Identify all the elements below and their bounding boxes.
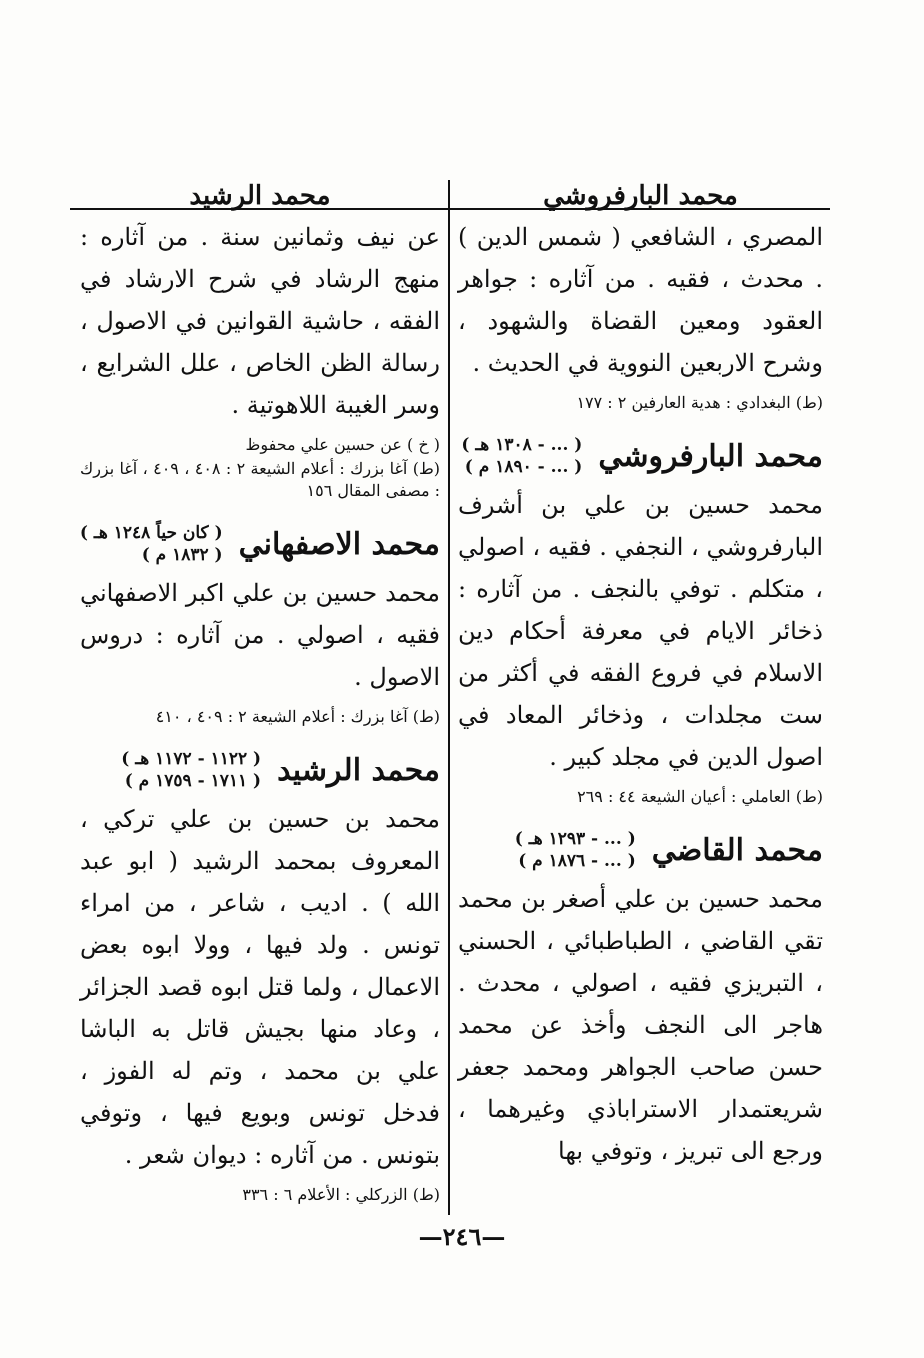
entry-name: محمد البارفروشي	[598, 438, 823, 474]
date-gregorian: ( ... - ١٨٧٦ م )	[518, 851, 636, 871]
entry-reference: (ط) آغا بزرك : أعلام الشيعة ٢ : ٤٠٩ ، ٤١٠	[155, 707, 440, 726]
continuation-reference-left: ( خ ) عن حسين علي محفوظ	[245, 435, 440, 454]
entry-reference: (ط) الزركلي : الأعلام ٦ : ٣٣٦	[242, 1185, 440, 1204]
entry-heading	[458, 828, 823, 872]
column-divider	[448, 180, 450, 1215]
entry-name: محمد الرشيد	[277, 752, 440, 788]
continuation-reference-left: (ط) آغا بزرك : أعلام الشيعة ٢ : ٤٠٨ ، ٤٠٩ ، آغا بزرك : مصفى المقال ١٥٦	[80, 459, 441, 500]
entry-body: محمد بن حسين بن علي تركي ، المعروف بمحمد الرشيد ( ابو عبد الله ) . اديب ، شاعر ، من امراء تونس . ولد فيها ، وولا ابوه بعض الاعمال ، ولما قتل ابوه قصد الجزائر ، وعاد منها بجيش قاتل به الباشا علي بن محمد ، وتم له الفوز ، فدخل تونس وبويع فيها ، وتوفي بتونس . من آثاره : ديوان شعر .	[80, 805, 440, 1169]
entry-heading	[80, 522, 440, 566]
entry-name: محمد الاصفهاني	[238, 526, 440, 562]
entry-heading	[458, 434, 823, 478]
date-hijri: ( ... - ١٣٠٨ هـ )	[461, 435, 583, 455]
continuation-text-left: عن نيف وثمانين سنة . من آثاره : منهج الرشاد في شرح الارشاد في الفقه ، حاشية القوانين في الاصول ، رسالة الظن الخاص ، علل الشرايع ، وسر الغيبة اللاهوتية .	[80, 223, 440, 419]
page-number: —٢٤٦—	[418, 1222, 506, 1251]
entry-name: محمد القاضي	[651, 832, 823, 868]
date-gregorian: ( ... - ١٨٩٠ م )	[464, 457, 583, 477]
date-hijri: ( ١١٢٢ - ١١٧٢ هـ )	[121, 749, 262, 769]
continuation-reference-right: (ط) البغدادي : هدية العارفين ٢ : ١٧٧	[576, 393, 823, 412]
right-column	[458, 178, 823, 1172]
date-gregorian: ( ١٧١١ - ١٧٥٩ م )	[124, 771, 262, 791]
date-hijri: ( كان حياً ١٢٤٨ هـ )	[79, 523, 223, 543]
running-head-right: محمد البارفروشي	[543, 181, 738, 211]
date-hijri: ( ... - ١٢٩٣ هـ )	[514, 829, 636, 849]
entry-body: محمد حسين بن علي بن أشرف البارفروشي ، النجفي . فقيه ، اصولي ، متكلم . توفي بالنجف . من آثاره : ذخائر الايام في معرفة أحكام دين الاسلام في فروع الفقه في أكثر من ست مجلدات ، وذخائر المعاد في اصول الدين في مجلد كبير .	[458, 491, 823, 771]
left-column	[80, 178, 440, 1206]
entry-dates	[121, 748, 261, 792]
entry-body: محمد حسين بن علي اكبر الاصفهاني فقيه ، اصولي . من آثاره : دروس الاصول .	[80, 579, 440, 691]
entry-body: محمد حسين بن علي أصغر بن محمد تقي القاضي ، الطباطبائي ، الحسني ، التبريزي فقيه ، اصولي ، محدث . هاجر الى النجف وأخذ عن محمد حسن صاحب الجواهر ومحمد جعفر شريعتمدار الاستراباذي وغيرهما ، ورجع الى تبريز ، وتوفي بها	[458, 885, 823, 1165]
entry-dates	[461, 434, 582, 478]
entry-heading	[80, 748, 440, 792]
entry-dates	[80, 522, 223, 566]
entry-reference: (ط) العاملي : أعيان الشيعة ٤٤ : ٢٦٩	[577, 787, 823, 806]
entry-dates	[515, 828, 636, 872]
date-gregorian: ( ١٨٣٢ م )	[141, 545, 223, 565]
running-head-left: محمد الرشيد	[189, 181, 331, 211]
continuation-text-right: المصري ، الشافعي ( شمس الدين ) . محدث ، فقيه . من آثاره : جواهر العقود ومعين القضاة والشهود ، وشرح الاربعين النووية في الحديث .	[458, 223, 823, 377]
